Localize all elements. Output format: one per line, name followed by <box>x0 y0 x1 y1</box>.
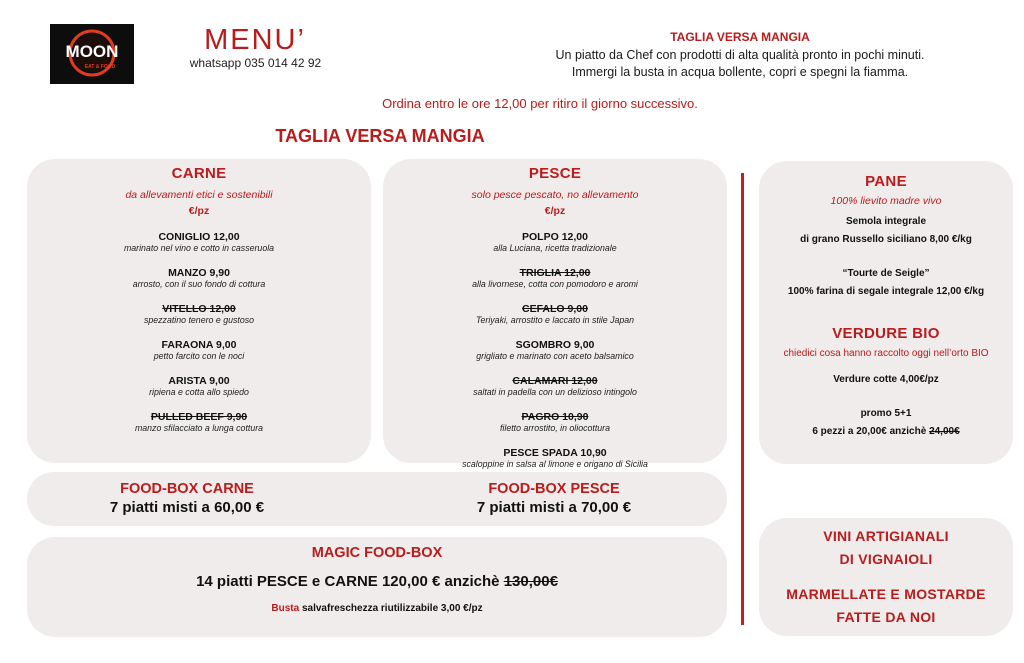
item-desc: ripiena e cotta allo spiedo <box>149 387 249 397</box>
verdure-subtitle: chiedici cosa hanno raccolto oggi nell’orto BIO <box>783 348 989 359</box>
item-desc: arrosto, con il suo fondo di cottura <box>132 279 266 289</box>
logo-text: MOON <box>65 42 119 61</box>
intro-block <box>520 29 960 81</box>
vertical-divider <box>741 173 744 625</box>
magic-price-line <box>27 573 727 590</box>
item-name: MANZO 9,90 <box>168 267 230 279</box>
verdure-promo-price: 6 pezzi a 20,00€ anzichè <box>812 426 927 437</box>
busta-label: Busta <box>271 603 300 614</box>
pesce-unit: €/pz <box>544 205 566 217</box>
verdure-cotte: Verdure cotte 4,00€/pz <box>833 374 939 385</box>
menu-item-manzo <box>27 267 371 290</box>
item-desc: alla Luciana, ricetta tradizionale <box>493 243 617 253</box>
item-name: PESCE SPADA 10,90 <box>503 447 607 459</box>
pane-line-4: 100% farina di segale integrale 12,00 €/kg <box>787 286 985 297</box>
item-desc: petto farcito con le noci <box>153 351 245 361</box>
item-desc: grigliato e marinato con aceto balsamico <box>476 351 634 361</box>
menu-item-coniglio <box>27 231 371 254</box>
intro-title: TAGLIA VERSA MANGIA <box>670 30 810 44</box>
pane-line-2: di grano Russello siciliano 8,00 €/kg <box>800 234 972 245</box>
order-note: Ordina entro le ore 12,00 per ritiro il giorno successivo. <box>382 96 698 111</box>
busta-text: salvafreschezza riutilizzabile 3,00 €/pz <box>301 603 483 614</box>
menu-item-triglia <box>383 267 727 290</box>
foodbox-carne <box>77 481 297 517</box>
marmellate-line-1: MARMELLATE E MOSTARDE <box>786 586 986 602</box>
vini-line-1: VINI ARTIGIANALI <box>823 528 949 544</box>
pane-title: PANE <box>865 173 907 190</box>
verdure-promo-old-price: 24,00€ <box>929 426 960 437</box>
verdure-title: VERDURE BIO <box>832 325 940 342</box>
item-desc: scaloppine in salsa al limone e origano di Sicilia <box>462 459 648 469</box>
item-name: CEFALO 9,00 <box>522 303 588 315</box>
foodbox-panel <box>27 472 727 526</box>
menu-item-pesce-spada <box>383 447 727 470</box>
menu-item-arista <box>27 375 371 398</box>
menu-title: MENU’ <box>204 24 306 56</box>
foodbox-pesce-title: FOOD-BOX PESCE <box>488 481 620 497</box>
pane-subtitle: 100% lievito madre vivo <box>830 195 942 207</box>
pesce-subtitle: solo pesce pescato, no allevamento <box>471 189 639 201</box>
menu-item-pagro <box>383 411 727 434</box>
menu-item-sgombro <box>383 339 727 362</box>
whatsapp-number: whatsapp 035 014 42 92 <box>189 56 322 70</box>
pane-line-3: “Tourte de Seigle” <box>842 268 930 279</box>
item-name: CONIGLIO 12,00 <box>158 231 240 243</box>
verdure-promo-price-line <box>759 423 1013 441</box>
item-name: CALAMARI 12,00 <box>512 375 598 387</box>
menu-item-polpo <box>383 231 727 254</box>
magic-title: MAGIC FOOD-BOX <box>311 545 443 561</box>
item-desc: marinato nel vino e cotto in casseruola <box>123 243 275 253</box>
verdure-promo: promo 5+1 <box>860 408 912 419</box>
item-name: FARAONA 9,00 <box>161 339 237 351</box>
item-desc: filetto arrostito, in oliocottura <box>499 423 610 433</box>
item-desc: spezzatino tenero e gustoso <box>143 315 255 325</box>
marmellate-line-2: FATTE DA NOI <box>836 609 936 625</box>
carne-panel <box>27 159 371 463</box>
item-desc: manzo sfilacciato a lunga cottura <box>134 423 264 433</box>
carne-title: CARNE <box>171 165 227 182</box>
magic-old-price: 130,00€ <box>503 573 558 590</box>
menu-item-cefalo <box>383 303 727 326</box>
logo-subtext: EAT & FOOD <box>84 64 116 70</box>
carne-unit: €/pz <box>188 205 210 217</box>
item-desc: saltati in padella con un delizioso intingolo <box>473 387 637 397</box>
foodbox-carne-price: 7 piatti misti a 60,00 € <box>109 499 265 516</box>
item-name: PAGRO 10,90 <box>521 411 589 423</box>
vini-line-2: DI VIGNAIOLI <box>839 551 933 567</box>
section-title: TAGLIA VERSA MANGIA <box>275 126 485 146</box>
foodbox-pesce-price: 7 piatti misti a 70,00 € <box>476 499 632 516</box>
item-name: POLPO 12,00 <box>522 231 588 243</box>
item-desc: Teriyaki, arrostito e laccato in stile Japan <box>475 315 635 325</box>
carne-subtitle: da allevamenti etici e sostenibili <box>125 189 273 201</box>
magic-foodbox-panel <box>27 537 727 637</box>
busta-line <box>27 603 727 614</box>
menu-item-faraona <box>27 339 371 362</box>
item-name: TRIGLIA 12,00 <box>519 267 591 279</box>
extra-products-panel <box>759 518 1013 636</box>
menu-item-pulled-beef <box>27 411 371 434</box>
item-name: VITELLO 12,00 <box>162 303 236 315</box>
foodbox-pesce <box>442 481 666 517</box>
intro-line-2: Immergi la busta in acqua bollente, copri e spegni la fiamma. <box>571 65 909 79</box>
moon-logo-graphic <box>50 24 134 84</box>
item-name: PULLED BEEF 9,90 <box>150 411 248 423</box>
moon-logo <box>50 24 134 84</box>
item-name: SGOMBRO 9,00 <box>515 339 595 351</box>
pane-verdure-panel <box>759 161 1013 464</box>
magic-price: 14 piatti PESCE e CARNE 120,00 € anzichè <box>196 573 500 590</box>
pesce-title: PESCE <box>528 165 582 182</box>
item-name: ARISTA 9,00 <box>168 375 230 387</box>
menu-item-calamari <box>383 375 727 398</box>
pane-line-1: Semola integrale <box>845 216 927 227</box>
foodbox-carne-title: FOOD-BOX CARNE <box>120 481 254 497</box>
intro-line-1: Un piatto da Chef con prodotti di alta qualità pronto in pochi minuti. <box>555 48 925 62</box>
menu-item-vitello <box>27 303 371 326</box>
item-desc: alla livornese, cotta con pomodoro e aromi <box>472 279 638 289</box>
pesce-panel <box>383 159 727 469</box>
